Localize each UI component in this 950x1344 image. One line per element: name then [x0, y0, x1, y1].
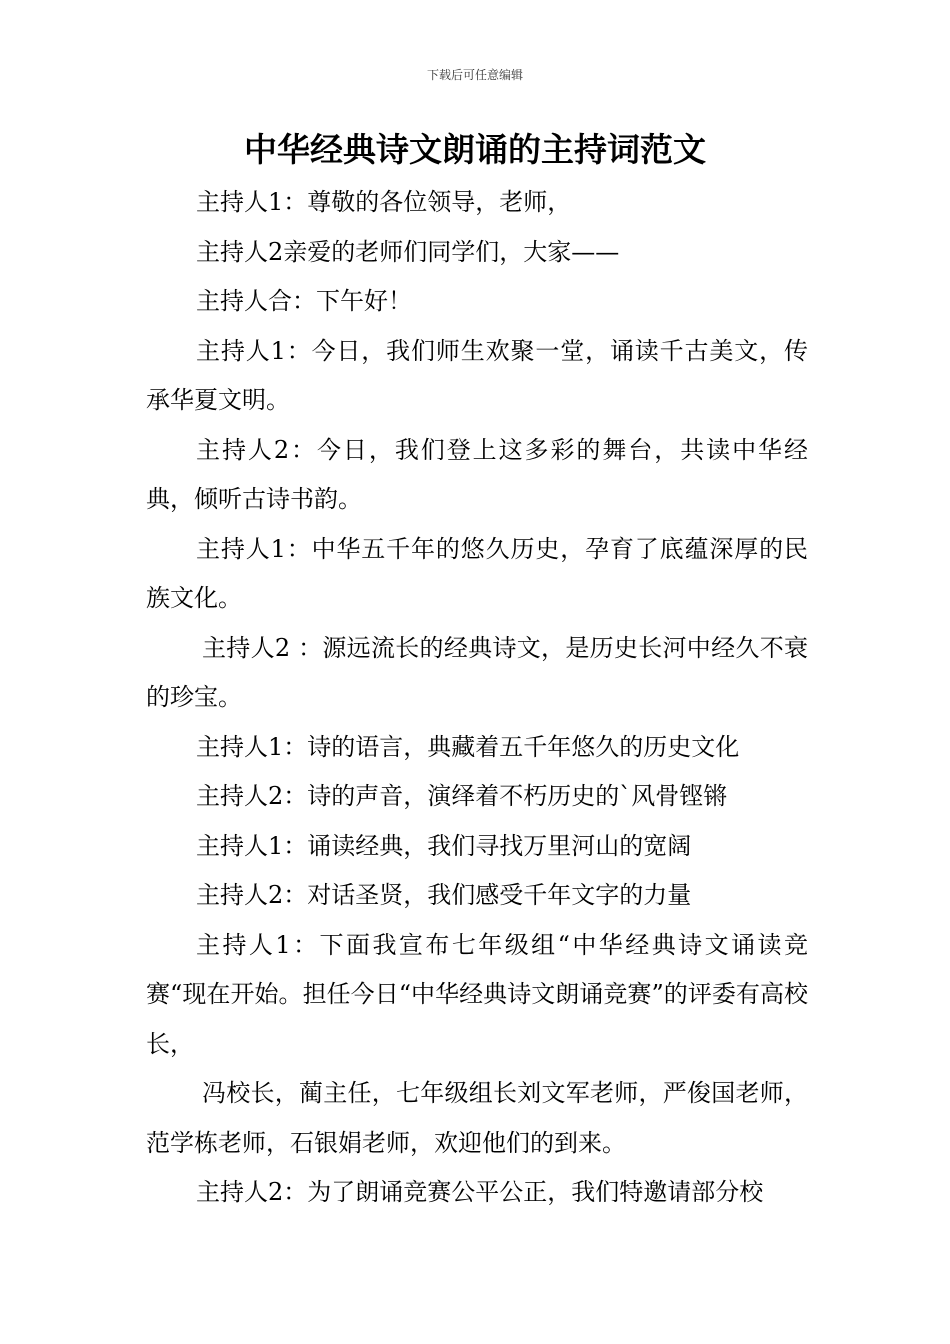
paragraph: 主持人2 ：源远流长的经典诗文，是历史长河中经久不衰的珍宝。 [146, 633, 808, 711]
paragraph: 主持人1：中华五千年的悠久历史，孕育了底蕴深厚的民族文化。 [146, 534, 808, 612]
paragraph: 主持人2：诗的声音，演绎着不朽历史的`风骨铿锵 [196, 782, 728, 810]
paragraph: 主持人2亲爱的老师们同学们，大家—— [196, 237, 620, 266]
document-body [146, 178, 808, 1218]
paragraph: 主持人1：今日，我们师生欢聚一堂，诵读千古美文，传承华夏文明。 [146, 336, 808, 414]
paragraph: 主持人1：尊敬的各位领导，老师， [196, 188, 572, 216]
paragraph: 主持人合：下午好！ [196, 287, 412, 315]
paragraph: 主持人1：诵读经典，我们寻找万里河山的宽阔 [196, 831, 692, 860]
paragraph: 冯校长，蔺主任，七年级组长刘文军老师，严俊国老师，范学栋老师，石银娟老师，欢迎他们的到来。 [146, 1079, 808, 1157]
header-note: 下载后可任意编辑 [426, 68, 523, 82]
paragraph: 主持人2：对话圣贤，我们感受千年文字的力量 [196, 881, 692, 909]
page-title: 中华经典诗文朗诵的主持词范文 [244, 130, 706, 169]
paragraph: 主持人2：今日，我们登上这多彩的舞台，共读中华经典，倾听古诗书韵。 [146, 435, 808, 513]
paragraph: 主持人1：下面我宣布七年级组“中华经典诗文诵读竞赛“现在开始。担任今日“中华经典诗文朗诵竞赛”的评委有高校长， [146, 930, 808, 1058]
paragraph: 主持人1：诗的语言，典藏着五千年悠久的历史文化 [196, 732, 740, 761]
paragraph: 主持人2：为了朗诵竞赛公平公正，我们特邀请部分校 [196, 1178, 764, 1206]
